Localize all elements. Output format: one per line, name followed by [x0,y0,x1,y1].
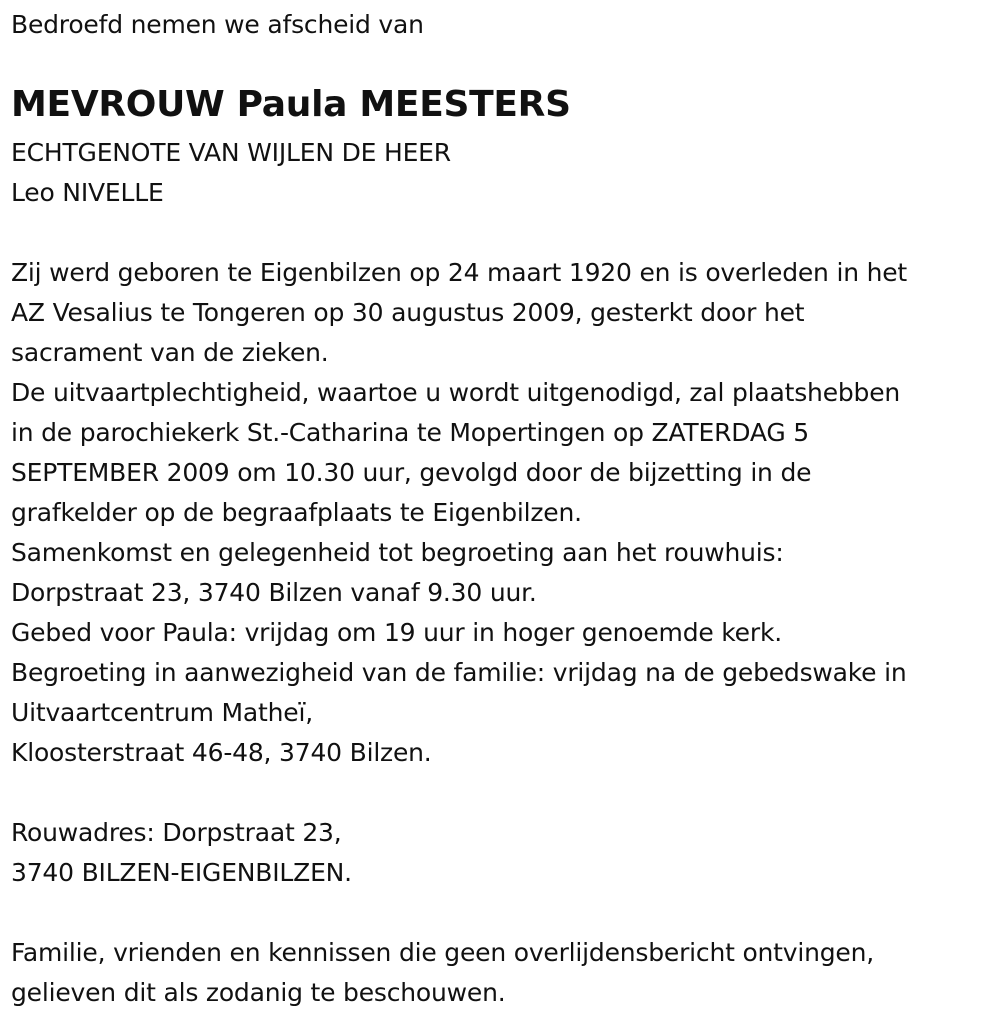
address-line: 3740 BILZEN-EIGENBILZEN. [11,858,352,887]
intro-text: Bedroefd nemen we afscheid van [11,10,424,39]
body-line: Gebed voor Paula: vrijdag om 19 uur in hoger genoemde kerk. [11,618,782,647]
body-line: SEPTEMBER 2009 om 10.30 uur, gevolgd door de bijzetting in de [11,458,812,487]
address-line: Rouwadres: Dorpstraat 23, [11,818,342,847]
closing-line: Familie, vrienden en kennissen die geen overlijdensbericht ontvingen, [11,938,875,967]
body-line: Uitvaartcentrum Matheï, [11,698,313,727]
body-line: AZ Vesalius te Tongeren op 30 augustus 2009, gesterkt door het [11,298,805,327]
closing-line: gelieven dit als zodanig te beschouwen. [11,978,506,1007]
body-line: Samenkomst en gelegenheid tot begroeting aan het rouwhuis: [11,538,784,567]
body-line: Zij werd geboren te Eigenbilzen op 24 maart 1920 en is overleden in het [11,258,908,287]
body-line: Dorpstraat 23, 3740 Bilzen vanaf 9.30 uur. [11,578,537,607]
spouse-line: ECHTGENOTE VAN WIJLEN DE HEER [11,138,451,167]
spouse-line: Leo NIVELLE [11,178,164,207]
body-line: in de parochiekerk St.-Catharina te Mopertingen op ZATERDAG 5 [11,418,809,447]
body-line: Kloosterstraat 46-48, 3740 Bilzen. [11,738,432,767]
spouse-block [11,133,451,213]
body-line: grafkelder op de begraafplaats te Eigenbilzen. [11,498,582,527]
deceased-name: MEVROUW Paula MEESTERS [11,84,571,125]
body-line: De uitvaartplechtigheid, waartoe u wordt uitgenodigd, zal plaatshebben [11,378,901,407]
closing-text [11,933,874,1013]
mourning-address [11,813,352,893]
body-line: Begroeting in aanwezigheid van de familie: vrijdag na de gebedswake in [11,658,907,687]
body-line: sacrament van de zieken. [11,338,329,367]
body-text [11,253,907,773]
